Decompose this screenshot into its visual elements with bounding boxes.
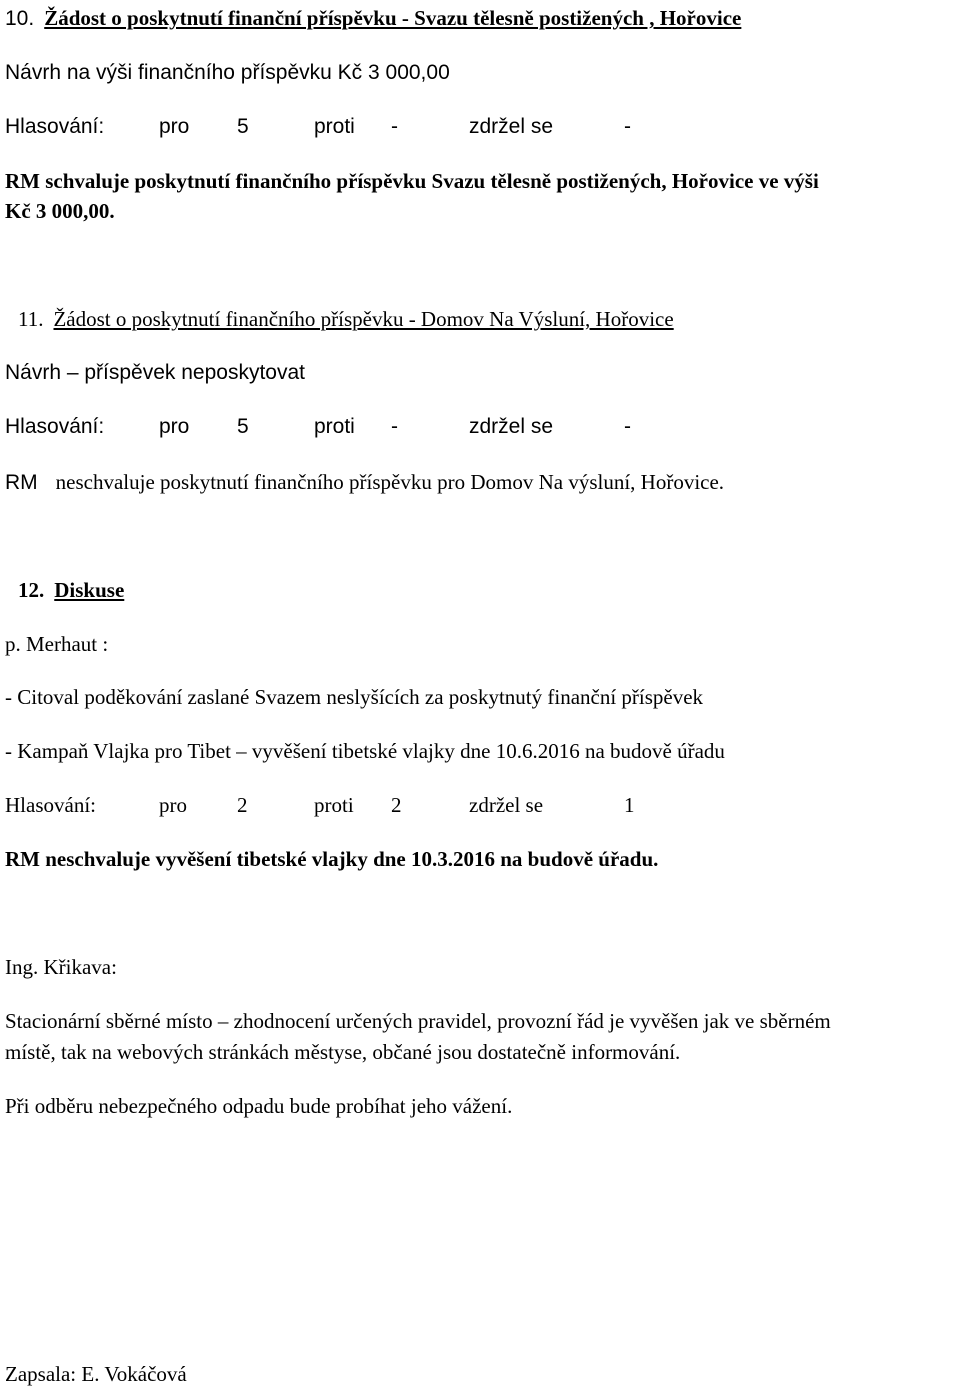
- section-11-vote: [5, 414, 705, 440]
- recorded-by: Zapsala: E. Vokáčová: [5, 1362, 187, 1386]
- vote-proti-label: proti: [314, 415, 355, 438]
- vote-pro-value: 5: [237, 115, 249, 138]
- vote-zdrzel-value: 1: [624, 793, 635, 817]
- speaker-merhaut: p. Merhaut :: [5, 632, 109, 656]
- section-11-title: Žádost o poskytnutí finančního příspěvku - Domov Na Výsluní, Hořovice: [53, 307, 674, 331]
- vote-proti-value: -: [391, 115, 398, 138]
- section-10-resolution-line1: RM schvaluje poskytnutí finančního příspěvku Svazu tělesně postižených, Hořovice ve výši: [5, 169, 819, 193]
- section-11-resolution-text: neschvaluje poskytnutí finančního příspěvku pro Domov Na výsluní, Hořovice.: [55, 470, 725, 494]
- section-10-proposal: Návrh na výši finančního příspěvku Kč 3 000,00: [5, 61, 450, 84]
- vote-label: Hlasování:: [5, 793, 96, 817]
- vote-zdrzel-label: zdržel se: [469, 115, 554, 138]
- section-12-vote: [5, 792, 705, 818]
- section-12-number: 12.: [18, 578, 45, 602]
- section-10-vote: [5, 114, 705, 140]
- section-12-heading: [18, 577, 124, 603]
- section-11-resolution-rm: RM: [5, 471, 38, 494]
- vote-pro-label: pro: [159, 115, 190, 138]
- section-11-number: 11.: [18, 307, 44, 331]
- paragraph-2: Při odběru nebezpečného odpadu bude probíhat jeho vážení.: [5, 1094, 513, 1118]
- section-11-proposal: Návrh – příspěvek neposkytovat: [5, 361, 305, 384]
- discussion-item-2: - Kampaň Vlajka pro Tibet – vyvěšení tibetské vlajky dne 10.6.2016 na budově úřadu: [5, 739, 725, 763]
- vote-zdrzel-value: -: [624, 115, 631, 138]
- section-12-resolution: RM neschvaluje vyvěšení tibetské vlajky dne 10.3.2016 na budově úřadu.: [5, 847, 659, 871]
- vote-zdrzel-label: zdržel se: [469, 793, 544, 817]
- vote-proti-value: -: [391, 415, 398, 438]
- section-11-heading: [18, 306, 674, 332]
- section-10-title: Žádost o poskytnutí finanční příspěvku - Svazu tělesně postižených , Hořovice: [44, 6, 742, 30]
- section-10-heading: [5, 5, 741, 32]
- vote-proti-value: 2: [391, 793, 402, 817]
- discussion-item-1: - Citoval poděkování zaslané Svazem neslyšících za poskytnutý finanční příspěvek: [5, 685, 704, 709]
- section-11-resolution: [5, 469, 724, 496]
- section-10-resolution-line2: Kč 3 000,00.: [5, 199, 115, 223]
- paragraph-1-line2: místě, tak na webových stránkách městyse, občané jsou dostatečně informování.: [5, 1040, 681, 1064]
- vote-zdrzel-value: -: [624, 415, 631, 438]
- vote-zdrzel-label: zdržel se: [469, 415, 554, 438]
- vote-pro-label: pro: [159, 793, 187, 817]
- vote-pro-label: pro: [159, 415, 190, 438]
- vote-label: Hlasování:: [5, 115, 105, 138]
- section-10-number: 10.: [5, 7, 35, 30]
- section-12-title: Diskuse: [54, 578, 125, 602]
- paragraph-1-line1: Stacionární sběrné místo – zhodnocení určených pravidel, provozní řád je vyvěšen jak ve sběrném: [5, 1009, 831, 1033]
- speaker-krikava: Ing. Křikava:: [5, 955, 117, 979]
- vote-proti-label: proti: [314, 115, 355, 138]
- vote-pro-value: 5: [237, 415, 249, 438]
- vote-proti-label: proti: [314, 793, 354, 817]
- vote-pro-value: 2: [237, 793, 248, 817]
- vote-label: Hlasování:: [5, 415, 105, 438]
